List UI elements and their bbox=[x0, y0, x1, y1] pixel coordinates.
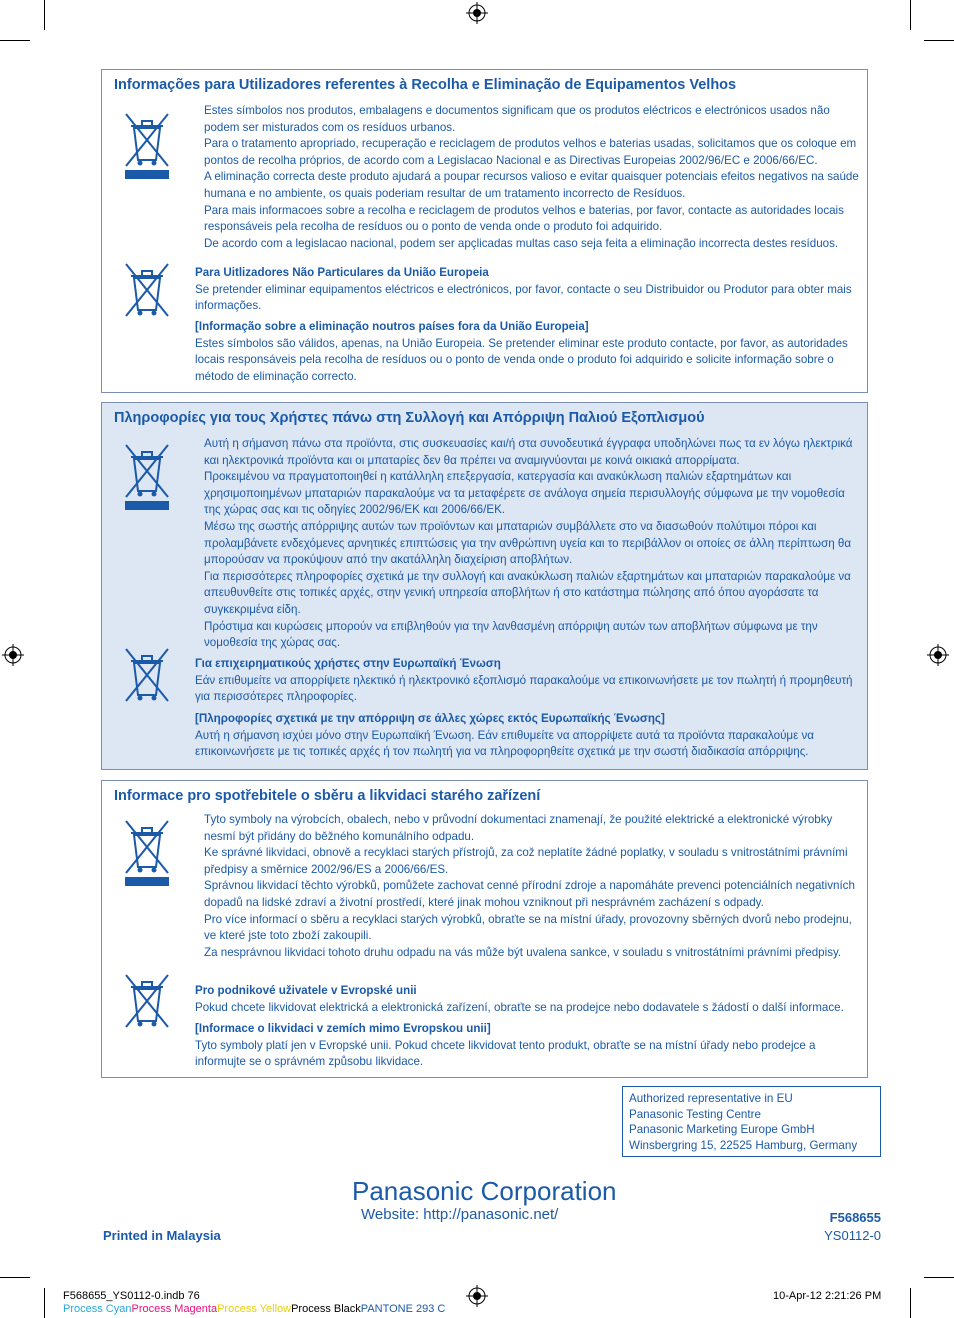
business-text: Pokud chcete likvidovat elektrická a elektronická zařízení, obraťte se na prodejce nebo dodavatele s žádostí o další informace. bbox=[195, 1000, 844, 1014]
other-countries-block bbox=[195, 711, 863, 761]
other-heading: [Πληροφορίες σχετικά με την απόρριψη σε άλλες χώρες εκτός Ευρωπαϊκής Ένωσης] bbox=[195, 712, 665, 725]
plate-yellow: Process Yellow bbox=[217, 1303, 292, 1315]
registration-mark-icon bbox=[466, 1285, 488, 1307]
paragraph: Αυτή η σήμανση πάνω στα προϊόντα, στις συσκευασίες και/ή στα συνοδευτικά έγγραφα υποδηλώνει πως τα εν λόγω ηλεκτρικά και ηλεκτρονικά προϊόντα και οι μπαταρίες δεν θα πρέπει να αναμιγνύονται με κοινά οικιακά απορρίματα. bbox=[204, 437, 853, 467]
slug-filename: F568655_YS0112-0.indb 76 bbox=[63, 1290, 200, 1302]
document-subcode: YS0112-0 bbox=[824, 1228, 881, 1243]
printed-in: Printed in Malaysia bbox=[103, 1228, 221, 1243]
paragraph: De acordo com a legislacao nacional, podem ser apçlicadas multas caso seja feita a eliminação incorrecta destes resíduos. bbox=[204, 236, 839, 250]
document-code: F568655 bbox=[829, 1210, 881, 1225]
website-link[interactable]: Website: http://panasonic.net/ bbox=[361, 1206, 559, 1223]
plate-black: Process Black bbox=[291, 1303, 361, 1315]
crop-mark bbox=[0, 1277, 30, 1278]
crop-mark bbox=[910, 0, 911, 30]
other-text: Estes símbolos são válidos, apenas, na União Europeia. Se pretender eliminar este produto contacte, por favor, as autoridades locais responsáveis pela recolha de resíduos ou o ponto de venda onde o produto foi adquirido e solicite informação sobre o método de eliminação correcto. bbox=[195, 336, 848, 383]
paragraph: Para o tratamento apropriado, recuperação e reciclagem de produtos velhos e baterias usadas, solicitamos que os coloque em pontos de recolha próprios, de acordo com a Legislacao Nacional e as Directivas Europeias 2002/96/EC e 2006/66/EC. bbox=[204, 137, 857, 167]
crop-mark bbox=[44, 0, 45, 30]
color-plates bbox=[63, 1303, 445, 1315]
business-users-block bbox=[195, 265, 863, 315]
section-body bbox=[204, 103, 864, 252]
registration-mark-icon bbox=[466, 2, 488, 24]
section-body bbox=[204, 436, 864, 652]
section-pt bbox=[101, 69, 868, 393]
corporation-name: Panasonic Corporation bbox=[352, 1176, 617, 1206]
rep-line: Authorized representative in EU bbox=[629, 1092, 793, 1105]
paragraph: Προκειμένου να πραγματοποιηθεί η κατάλληλη επεξεργασία, κατεργασία και ανακύκλωση παλιών εξαρτημάτων και χρησιμοποιημένων μπαταριών παρακαλούμε να τα μεταφέρετε σε ανάλογα σημεία περισυλλογής σύμφωνα με την νομοθεσία της χώρας σας και τις οδηγίες 2002/96/ΕΚ και 2006/66/ΕΚ. bbox=[204, 470, 845, 517]
paragraph: Pro více informací o sběru a recyklaci starých výrobků, obraťte se na místní úřady, provozovny sběrných dvorů nebo prodejnu, ve které jste toto zboží zakoupili. bbox=[204, 912, 852, 943]
paragraph: Πρόστιμα και κυρώσεις μπορούν να επιβληθούν για την λανθασμένη απόρριψη αυτών των αποβλήτων σύμφωνα με την νομοθεσία της χώρας σας. bbox=[204, 619, 818, 650]
business-heading: Pro podnikové uživatele v Evropské unii bbox=[195, 984, 417, 997]
weee-bin-icon bbox=[124, 260, 170, 320]
registration-mark-icon bbox=[2, 644, 24, 666]
other-heading: [Informação sobre a eliminação noutros países fora da União Europeia] bbox=[195, 320, 589, 333]
business-heading: Για επιχειρηματικούς χρήστες στην Ευρωπαϊκή Ένωση bbox=[195, 657, 501, 670]
slug-timestamp: 10-Apr-12 2:21:26 PM bbox=[773, 1290, 882, 1302]
rep-line: Winsbergring 15, 22525 Hamburg, Germany bbox=[629, 1138, 858, 1152]
business-heading: Para Uitlizadores Não Particulares da União Europeia bbox=[195, 266, 489, 279]
business-text: Εάν επιθυμείτε να απορρίψετε ηλεκτικό ή ηλεκτρονικό εξοπλισμό παρακαλούμε να επικοινωνήσετε με τον πωλητή ή προμηθευτή για περισσότερες πληροφορίες. bbox=[195, 673, 853, 704]
crop-mark bbox=[910, 1288, 911, 1318]
section-title: Informace pro spotřebitele o sběru a likvidaci starého zařízení bbox=[114, 788, 541, 804]
section-title: Informações para Utilizadores referentes à Recolha e Eliminação de Equipamentos Velhos bbox=[114, 77, 737, 93]
section-el bbox=[101, 402, 868, 770]
section-body bbox=[204, 812, 864, 961]
paragraph: Tyto symboly na výrobcích, obalech, nebo v průvodní dokumentaci znamenají, že použité elektrické a elektronické výrobky nesmí být přidány do běžného komunálního odpadu. bbox=[204, 813, 833, 843]
weee-bin-bar-icon bbox=[124, 110, 170, 180]
crop-mark bbox=[924, 40, 954, 41]
other-countries-block bbox=[195, 1021, 863, 1071]
paragraph: Estes símbolos nos produtos, embalagens e documentos significam que os produtos eléctricos e electrónicos usados não podem ser misturados com os resíduos urbanos. bbox=[204, 104, 830, 134]
rep-line: Panasonic Testing Centre bbox=[629, 1107, 761, 1121]
crop-mark bbox=[0, 40, 30, 41]
paragraph: Για περισσότερες πληροφορίες σχετικά με την συλλογή και ανακύκλωση παλιών εξαρτημάτων και μπαταριών παρακαλούμε να απευθυνθείτε στις τοπικές αρχές, στην γενική υπηρεσία αποβλήτων ή στο κατάστημα πώλησης από όπου αγοράσατε τα συγκεκριμένα είδη. bbox=[204, 569, 851, 616]
registration-mark-icon bbox=[927, 644, 949, 666]
business-text: Se pretender eliminar equipamentos eléctricos e electrónicos, por favor, contacte o seu Distribuidor ou Produtor para obter mais informações. bbox=[195, 282, 852, 313]
paragraph: Ke správné likvidaci, obnově a recyklaci starých přístrojů, za což neplatíte žádné poplatky, v souladu s vnitrostátními právními předpisy a směrnice 2002/96/ES a 2006/66/ES. bbox=[204, 846, 848, 876]
business-users-block bbox=[195, 656, 863, 706]
other-text: Αυτή η σήμανση ισχύει μόνο στην Ευρωπαϊκή Ένωση. Εάν επιθυμείτε να απορρίψετε αυτά τα προϊόντα παρακαλούμε να επικοινωνήσετε με τις τοπικές αρχές ή τον πωλητή για να πληροφορηθείτε σχετικά με την σωστή διαδικασία απόρριψης. bbox=[195, 728, 814, 759]
paragraph: Správnou likvidací těchto výrobků, pomůžete zachovat cenné přírodní zdroje a napomáháte prevenci potenciálních negativních dopadů na lidské zdraví a životní prostředí, které jinak mohou vzniknout při nesprávném zacházení s odpady. bbox=[204, 879, 855, 909]
plate-pantone: PANTONE 293 C bbox=[360, 1303, 446, 1315]
paragraph: Za nesprávnou likvidaci tohoto druhu odpadu na vás může být uvalena sankce, v souladu s vnitrostátními právními předpisy. bbox=[204, 945, 842, 959]
paragraph: Para mais informacoes sobre a recolha e reciclagem de produtos velhos e baterias, por favor, contacte as autoridades locais responsáveis pela recolha de resíduos ou o ponto de venda onde o produto foi adquirido. bbox=[204, 203, 844, 234]
weee-bin-icon bbox=[124, 645, 170, 705]
paragraph: A eliminação correcta deste produto ajudará a poupar recursos valioso e evitar quaisquer potenciais efeitos negativos na saúde humana e no ambiente, os quais poderiam resultar de um tratamento incorrecto de Resíduos. bbox=[204, 170, 859, 200]
other-countries-block bbox=[195, 319, 863, 385]
plate-cyan: Process Cyan bbox=[63, 1303, 132, 1315]
crop-mark bbox=[924, 1277, 954, 1278]
rep-line: Panasonic Marketing Europe GmbH bbox=[629, 1123, 815, 1136]
plate-magenta: Process Magenta bbox=[131, 1303, 218, 1315]
business-users-block bbox=[195, 983, 865, 1016]
section-cs bbox=[101, 780, 868, 1078]
weee-bin-bar-icon bbox=[124, 441, 170, 511]
crop-mark bbox=[44, 1288, 45, 1318]
eu-representative-box bbox=[622, 1086, 881, 1157]
section-title: Πληροφορίες για τους Χρήστες πάνω στη Συλλογή και Απόρριψη Παλιού Εξοπλισμού bbox=[114, 410, 705, 426]
other-heading: [Informace o likvidaci v zemích mimo Evropskou unii] bbox=[195, 1022, 491, 1035]
other-text: Tyto symboly platí jen v Evropské unii. Pokud chcete likvidovat tento produkt, obraťte se na místní úřady nebo prodejce a informujte se o správném způsobu likvidace. bbox=[195, 1038, 816, 1069]
paragraph: Μέσω της σωστής απόρριψης αυτών των προϊόντων και μπαταριών συμβάλλετε στο να διασωθούν πολύτιμοι πόροι και προλαμβάνετε ενδεχόμενες αρνητικές επιπτώσεις για την ανθρώπινη υγεία και το περιβάλλον οι οποίες σε άλλη περίπτωση θα μπορούσαν να προκύψουν από την ακατάλληλη διαχείριση αποβλήτων. bbox=[204, 519, 852, 567]
weee-bin-bar-icon bbox=[124, 817, 170, 887]
weee-bin-icon bbox=[124, 971, 170, 1031]
